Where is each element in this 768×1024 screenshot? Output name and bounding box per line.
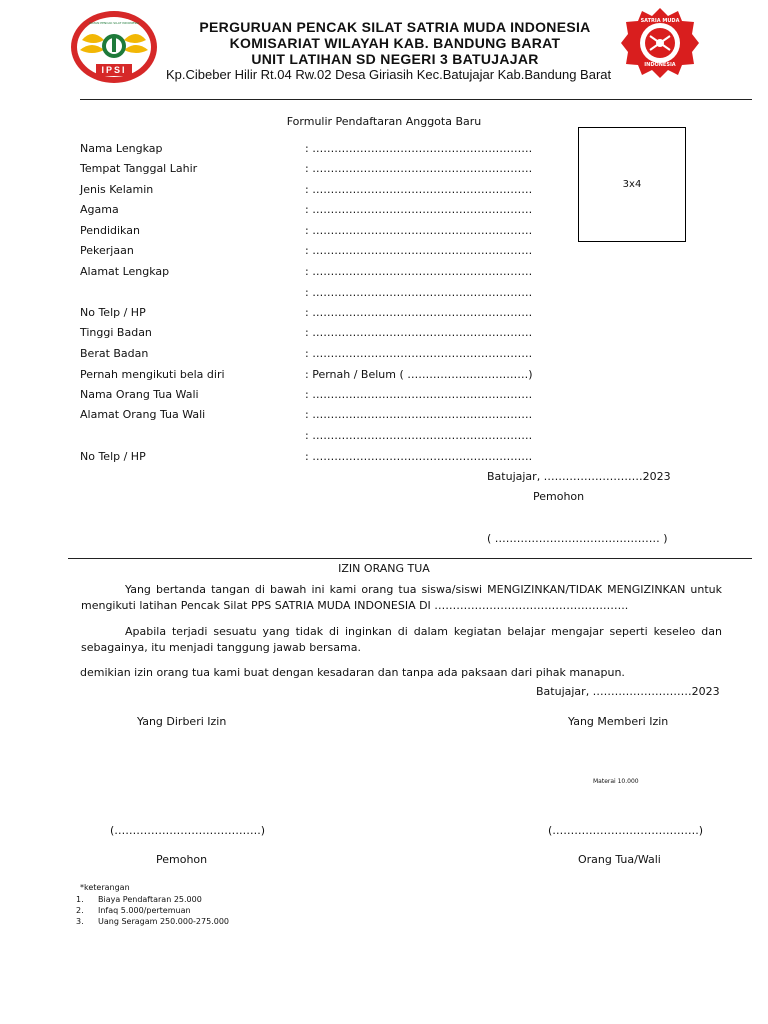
field-label-guardian-name: Nama Orang Tua Wali bbox=[80, 388, 199, 401]
field-label-weight: Berat Badan bbox=[80, 347, 149, 360]
field-label-birth-place-date: Tempat Tanggal Lahir bbox=[80, 162, 198, 175]
field-label-phone: No Telp / HP bbox=[80, 306, 146, 319]
left-signature-line[interactable]: (………………………………….) bbox=[110, 824, 266, 837]
applicant-signature-line[interactable]: ( ……………………………………… ) bbox=[487, 532, 668, 545]
satria-logo-bottom-text: INDONESIA bbox=[644, 62, 676, 68]
field-label-guardian-phone: No Telp / HP bbox=[80, 450, 146, 463]
stamp-duty-label: Materai 10.000 bbox=[593, 778, 639, 785]
consent-paragraph-2: Apabila terjadi sesuatu yang tidak di inginkan di dalam kegiatan belajar mengajar seperti keseleo dan sebagainya, itu menjadi tanggung jawab bersama. bbox=[81, 625, 722, 654]
field-label-address: Alamat Lengkap bbox=[80, 265, 170, 278]
field-label-occupation: Pekerjaan bbox=[80, 244, 134, 257]
field-phone[interactable]: : …………………………………………………… bbox=[305, 306, 533, 319]
form-date-line[interactable]: Batujajar, ………………………2023 bbox=[487, 470, 671, 483]
note-item: Uang Seragam 250.000-275.000 bbox=[98, 917, 230, 926]
field-height[interactable]: : …………………………………………………… bbox=[305, 326, 533, 339]
note-number: 1. bbox=[76, 895, 84, 904]
field-martial-arts-experience[interactable]: : Pernah / Belum ( ……………………………) bbox=[305, 368, 533, 381]
field-guardian-address[interactable]: : …………………………………………………… bbox=[305, 408, 533, 421]
ipsi-logo-bottom-text: IPSI bbox=[101, 65, 127, 75]
field-gender[interactable]: : …………………………………………………… bbox=[305, 183, 533, 196]
note-item: Infaq 5.000/pertemuan bbox=[98, 906, 191, 915]
field-address-line2[interactable]: : …………………………………………………… bbox=[305, 286, 533, 299]
commissariat-name: KOMISARIAT WILAYAH KAB. BANDUNG BARAT bbox=[229, 35, 561, 51]
note-item: Biaya Pendaftaran 25.000 bbox=[98, 895, 202, 904]
field-guardian-address-line2[interactable]: : …………………………………………………… bbox=[305, 429, 533, 442]
left-signer-role: Pemohon bbox=[156, 853, 208, 866]
field-address[interactable]: : …………………………………………………… bbox=[305, 265, 533, 278]
header-divider bbox=[80, 99, 752, 100]
right-signer-role: Orang Tua/Wali bbox=[578, 853, 661, 866]
note-number: 2. bbox=[76, 906, 84, 915]
photo-box bbox=[578, 127, 686, 242]
field-occupation[interactable]: : …………………………………………………… bbox=[305, 244, 533, 257]
satria-muda-logo bbox=[620, 6, 700, 80]
unit-name: UNIT LATIHAN SD NEGERI 3 BATUJAJAR bbox=[251, 51, 539, 67]
field-label-gender: Jenis Kelamin bbox=[80, 183, 154, 196]
field-full-name[interactable]: : …………………………………………………… bbox=[305, 142, 533, 155]
field-label-full-name: Nama Lengkap bbox=[80, 142, 163, 155]
consent-left-heading: Yang Dirberi Izin bbox=[137, 715, 227, 728]
field-weight[interactable]: : …………………………………………………… bbox=[305, 347, 533, 360]
ipsi-logo bbox=[70, 10, 158, 84]
note-number: 3. bbox=[76, 917, 84, 926]
org-address: Kp.Cibeber Hilir Rt.04 Rw.02 Desa Giriasih Kec.Batujajar Kab.Bandung Barat bbox=[166, 67, 612, 82]
field-label-guardian-address: Alamat Orang Tua Wali bbox=[80, 408, 206, 421]
notes-heading: *keterangan bbox=[80, 883, 130, 892]
form-title: Formulir Pendaftaran Anggota Baru bbox=[286, 115, 482, 128]
org-name: PERGURUAN PENCAK SILAT SATRIA MUDA INDONESIA bbox=[199, 19, 591, 35]
satria-logo-top-text: SATRIA MUDA bbox=[640, 18, 680, 24]
section-divider bbox=[68, 558, 752, 559]
field-label-martial-arts-experience: Pernah mengikuti bela diri bbox=[80, 368, 225, 381]
consent-title: IZIN ORANG TUA bbox=[338, 562, 430, 575]
field-guardian-phone[interactable]: : …………………………………………………… bbox=[305, 450, 533, 463]
consent-paragraph-3: demikian izin orang tua kami buat dengan kesadaran dan tanpa ada paksaan dari pihak manapun. bbox=[80, 666, 625, 679]
field-label-religion: Agama bbox=[80, 203, 119, 216]
applicant-label: Pemohon bbox=[533, 490, 585, 503]
ipsi-logo-top-text: IKATAN PENCAK SILAT INDONESIA bbox=[88, 21, 140, 25]
consent-right-heading: Yang Memberi Izin bbox=[568, 715, 669, 728]
right-signature-line[interactable]: (………………………………….) bbox=[548, 824, 704, 837]
field-label-height: Tinggi Badan bbox=[80, 326, 152, 339]
field-religion[interactable]: : …………………………………………………… bbox=[305, 203, 533, 216]
photo-size-label: 3x4 bbox=[622, 179, 642, 190]
field-education[interactable]: : …………………………………………………… bbox=[305, 224, 533, 237]
field-label-education: Pendidikan bbox=[80, 224, 140, 237]
field-birth-place-date[interactable]: : …………………………………………………… bbox=[305, 162, 533, 175]
consent-paragraph-1: Yang bertanda tangan di bawah ini kami orang tua siswa/siswi MENGIZINKAN/TIDAK MENGIZINKAN untuk mengikuti latihan Pencak Silat PPS SATRIA MUDA INDONESIA DI …………………………………………….. bbox=[81, 583, 722, 612]
field-guardian-name[interactable]: : …………………………………………………… bbox=[305, 388, 533, 401]
consent-date-line[interactable]: Batujajar, ………………………2023 bbox=[536, 685, 720, 698]
